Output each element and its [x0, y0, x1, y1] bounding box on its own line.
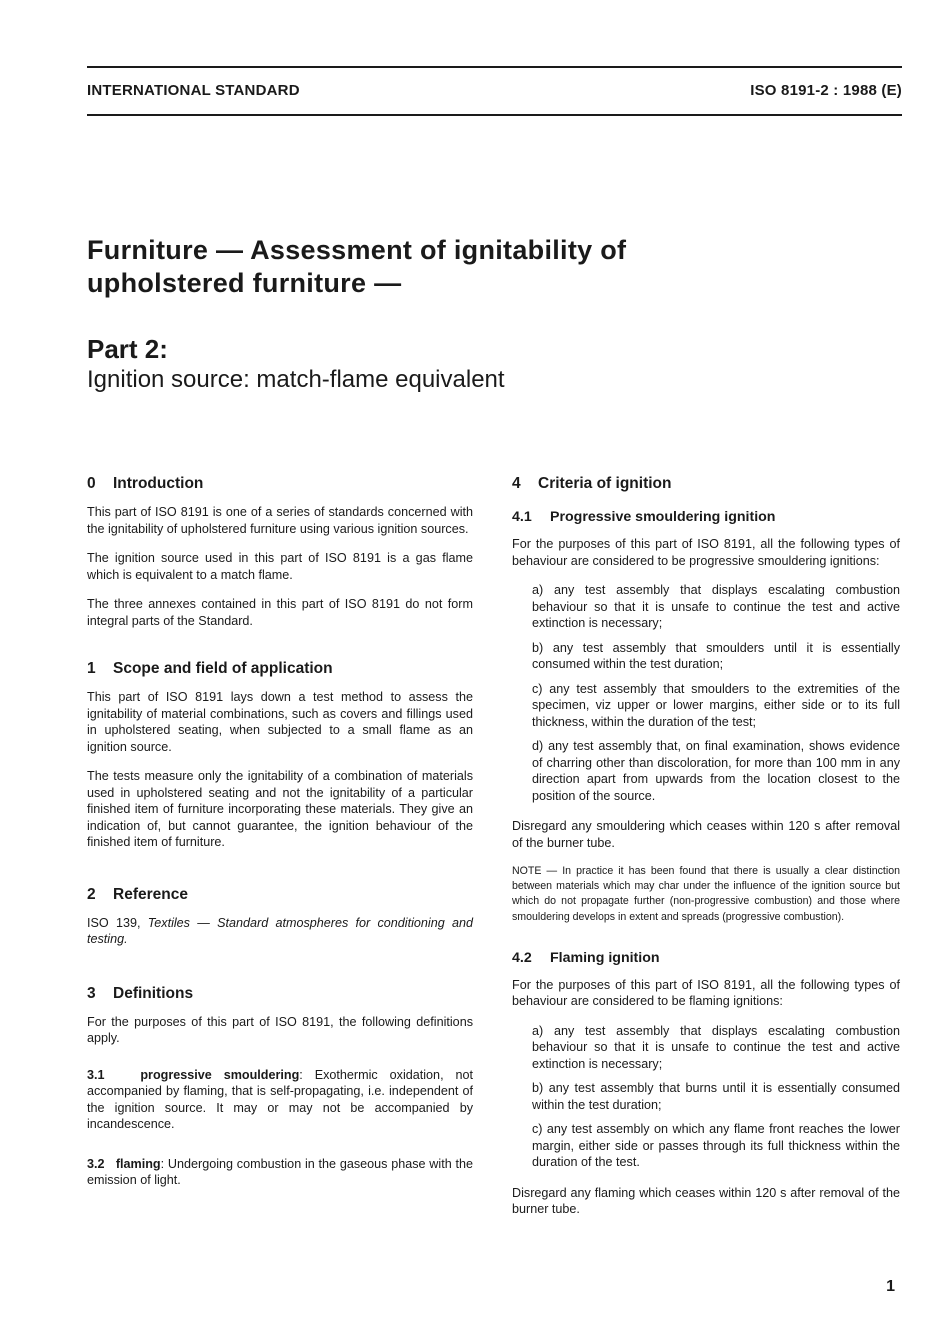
header-standard-label: INTERNATIONAL STANDARD [87, 82, 300, 99]
section-heading: 3 Definitions [87, 984, 194, 1002]
document-title [87, 234, 887, 300]
paragraph: This part of ISO 8191 is one of a series of standards concerned with the ignitability of upholstered furniture using various ignition sources. [87, 505, 473, 536]
paragraph: For the purposes of this part of ISO 8191, the following definitions apply. [87, 1014, 473, 1045]
paragraph: The ignition source used in this part of ISO 8191 is a gas flame which is equivalent to a match flame. [87, 551, 473, 582]
title-line-2: upholstered furniture — [87, 268, 402, 298]
paragraph: For the purposes of this part of ISO 8191, all the following types of behaviour are considered to be flaming ignitions: [512, 977, 900, 1009]
left-column [87, 474, 473, 1189]
section-scope [87, 659, 473, 851]
subsection-heading: 4.2 Flaming ignition [512, 949, 660, 966]
list-item: c) any test assembly on which any flame front reaches the lower margin, either side or passes through its full thickness within the duration of the test. [532, 1122, 900, 1170]
paragraph: Disregard any flaming which ceases within 120 s after removal of the burner tube. [512, 1185, 900, 1217]
list-item: c) any test assembly that smoulders to the extremities of the specimen, viz upper or lower margins, either side or to its full thickness, within the duration of the test; [532, 681, 900, 729]
header-bottom-rule [87, 114, 902, 116]
paragraph: Disregard any smouldering which ceases within 120 s after removal of the burner tube. [512, 819, 900, 850]
section-heading: 4 Criteria of ignition [512, 475, 672, 492]
subsection-flaming [512, 949, 900, 1218]
title-line-1: Furniture — Assessment of ignitability of [87, 235, 627, 265]
paragraph: For the purposes of this part of ISO 8191, all the following types of behaviour are considered to be progressive smouldering ignitions: [512, 537, 900, 568]
header-top-rule [87, 66, 902, 68]
paragraph: This part of ISO 8191 lays down a test method to assess the ignitability of material combinations, such as covers and fillings used in upholstered seating, when subjected to a small flame as an ignition source. [87, 690, 473, 754]
list-item: d) any test assembly that, on final examination, shows evidence of charring other than discoloration, for more than 100 mm in any direction apart from upwards from the location closest to the position of the source. [532, 739, 900, 803]
list-item: a) any test assembly that displays escalating combustion behaviour so that it is unsafe to continue the test and active extinction is necessary; [532, 1023, 900, 1071]
section-definitions [87, 984, 473, 1189]
section-reference [87, 885, 473, 948]
subsection-smouldering [512, 508, 900, 925]
reference-entry: ISO 139, Textiles — Standard atmospheres for conditioning and testing. [87, 915, 473, 946]
part-subtitle: Ignition source: match-flame equivalent [87, 366, 505, 393]
section-heading: 1 Scope and field of application [87, 660, 333, 677]
right-column [512, 474, 900, 1218]
page-number: 1 [886, 1278, 895, 1295]
list-item: b) any test assembly that smoulders until it is essentially consumed within the test duration; [532, 640, 900, 671]
paragraph: The tests measure only the ignitability of a combination of materials used in upholstered seating and not the ignitability of a particular finished item of furniture incorporating these materials. They give an indication of, but cannot guarantee, the ignition behaviour of the finished item of furniture. [87, 769, 473, 849]
part-label: Part 2: [87, 334, 168, 364]
note: NOTE — In practice it has been found that there is usually a clear distinction between materials which may char under the influence of the ignition source but which do not propagate further (non-progressive combustion) and those where smouldering develops in extent and spreads (progressive combustion). [512, 865, 900, 923]
section-heading: 0 Introduction [87, 475, 204, 492]
header-standard-number: ISO 8191-2 : 1988 (E) [750, 82, 902, 99]
section-heading: 2 Reference [87, 885, 188, 903]
definition-term: 3.1 progressive smouldering: Exothermic oxidation, not accompanied by flaming, that is self-propagating, i.e. independent of the ignition source. It may or may not be accompanied by incandescence. [87, 1067, 474, 1131]
definition-term: 3.2 flaming: Undergoing combustion in the gaseous phase with the emission of light. [87, 1156, 473, 1187]
paragraph: The three annexes contained in this part of ISO 8191 do not form integral parts of the Standard. [87, 597, 473, 628]
subsection-heading: 4.1 Progressive smouldering ignition [512, 509, 776, 525]
section-introduction [87, 474, 473, 629]
list-item: a) any test assembly that displays escalating combustion behaviour so that it is unsafe to continue the test and active extinction is necessary; [532, 583, 900, 630]
section-criteria [512, 474, 900, 1218]
list-item: b) any test assembly that burns until it is essentially consumed within the test duration; [532, 1081, 900, 1112]
